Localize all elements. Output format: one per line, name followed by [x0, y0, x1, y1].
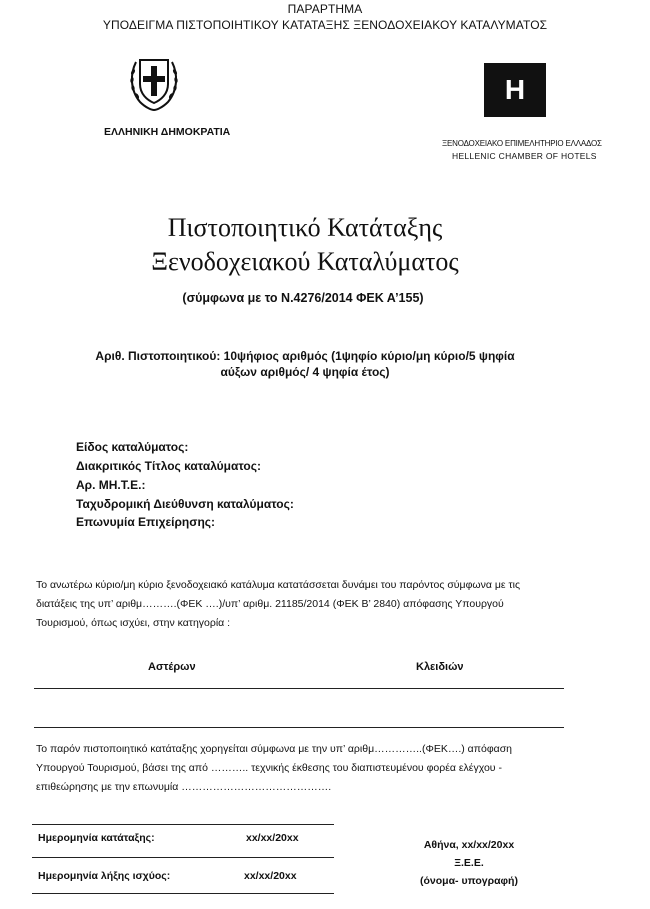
certificate-number-line-2: αύξων αριθμός/ 4 ψηφία έτος): [220, 365, 390, 379]
field-business-name: Επωνυμία Επιχείρησης:: [76, 515, 216, 529]
signature-organization: Ξ.Ε.Ε.: [454, 857, 484, 869]
logo-letter: H: [504, 74, 526, 105]
paragraph-2-line-1: Το παρόν πιστοποιητικό κατάταξης χορηγείται σύμφωνα με την υπ’ αριθμ…………..(ΦΕΚ….) απόφαση: [36, 743, 513, 755]
chamber-name-english: HELLENIC CHAMBER OF HOTELS: [452, 151, 597, 161]
certificate-number-line-1: Αριθ. Πιστοποιητικού: 10ψήφιος αριθμός (1ψηφίο κύριο/μη κύριο/5 ψηφία: [95, 349, 515, 363]
classification-date-value: xx/xx/20xx: [246, 832, 299, 844]
paragraph-2-line-2: Υπουργού Τουρισμού, βάσει της από ……….. τεχνικής έκθεσης του διαπιστευμένου φορέα ελέγχου -: [36, 762, 502, 774]
paragraph-1-line-3: Τουρισμού, όπως ισχύει, στην κατηγορία :: [36, 617, 231, 629]
chamber-name-greek: ΞΕΝΟΔΟΧΕΙΑΚΟ ΕΠΙΜΕΛΗΤΗΡΙΟ ΕΛΛΑΔΟΣ: [442, 139, 602, 148]
issuance-paragraph: [36, 740, 566, 797]
document-subtitle: ΥΠΟΔΕΙΓΜΑ ΠΙΣΤΟΠΟΙΗΤΙΚΟΥ ΚΑΤΑΤΑΞΗΣ ΞΕΝΟΔΟΧΕΙΑΚΟΥ ΚΑΤΑΛΥΜΑΤΟΣ: [102, 18, 548, 32]
category-line-2: [34, 727, 564, 728]
paragraph-2-line-3: επιθεώρησης με την επωνυμία …………………………………….: [36, 781, 332, 793]
annex-label: ΠΑΡΑΡΤΗΜΑ: [287, 2, 363, 16]
expiry-date-label: Ημερομηνία λήξης ισχύος:: [38, 870, 171, 882]
field-postal-address: Ταχυδρομική Διεύθυνση καταλύματος:: [76, 497, 294, 511]
law-reference: (σύμφωνα με το Ν.4276/2014 ΦΕΚ Α’155): [182, 291, 424, 305]
signature-name-sign: (όνομα- υπογραφή): [420, 875, 518, 887]
title-line-2: Ξενοδοχειακού Καταλύματος: [151, 247, 459, 276]
category-line-1: [34, 688, 564, 689]
dates-middle-line: [32, 857, 334, 858]
expiry-date-value: xx/xx/20xx: [244, 870, 297, 882]
signature-place-date: Αθήνα, xx/xx/20xx: [423, 839, 515, 851]
paragraph-1-line-1: Το ανωτέρω κύριο/μη κύριο ξενοδοχειακό κατάλυμα κατατάσσεται δυνάμει του παρόντος σύμφωνα με τις: [36, 579, 521, 591]
dates-top-line: [32, 824, 334, 825]
classification-paragraph: [36, 576, 566, 633]
title-line-1: Πιστοποιητικό Κατάταξης: [167, 213, 443, 242]
classification-date-label: Ημερομηνία κατάταξης:: [38, 832, 155, 844]
greek-coat-of-arms-icon: [126, 50, 182, 112]
field-mhte-number: Αρ. ΜΗ.Τ.Ε.:: [76, 478, 146, 492]
field-distinctive-title: Διακριτικός Τίτλος καταλύματος:: [76, 459, 261, 473]
hotel-chamber-logo: [484, 63, 546, 117]
field-accommodation-type: Είδος καταλύματος:: [76, 440, 189, 454]
stars-label: Αστέρων: [148, 661, 196, 673]
dates-bottom-line: [32, 893, 334, 894]
left-logo-caption: ΕΛΛΗΝΙΚΗ ΔΗΜΟΚΡΑΤΙΑ: [104, 126, 231, 138]
keys-label: Κλειδιών: [416, 661, 464, 673]
paragraph-1-line-2: διατάξεις της υπ’ αριθμ……….(ΦΕΚ ….)/υπ’ αριθμ. 21185/2014 (ΦΕΚ Β’ 2840) απόφασης Υπουργού: [36, 598, 504, 610]
